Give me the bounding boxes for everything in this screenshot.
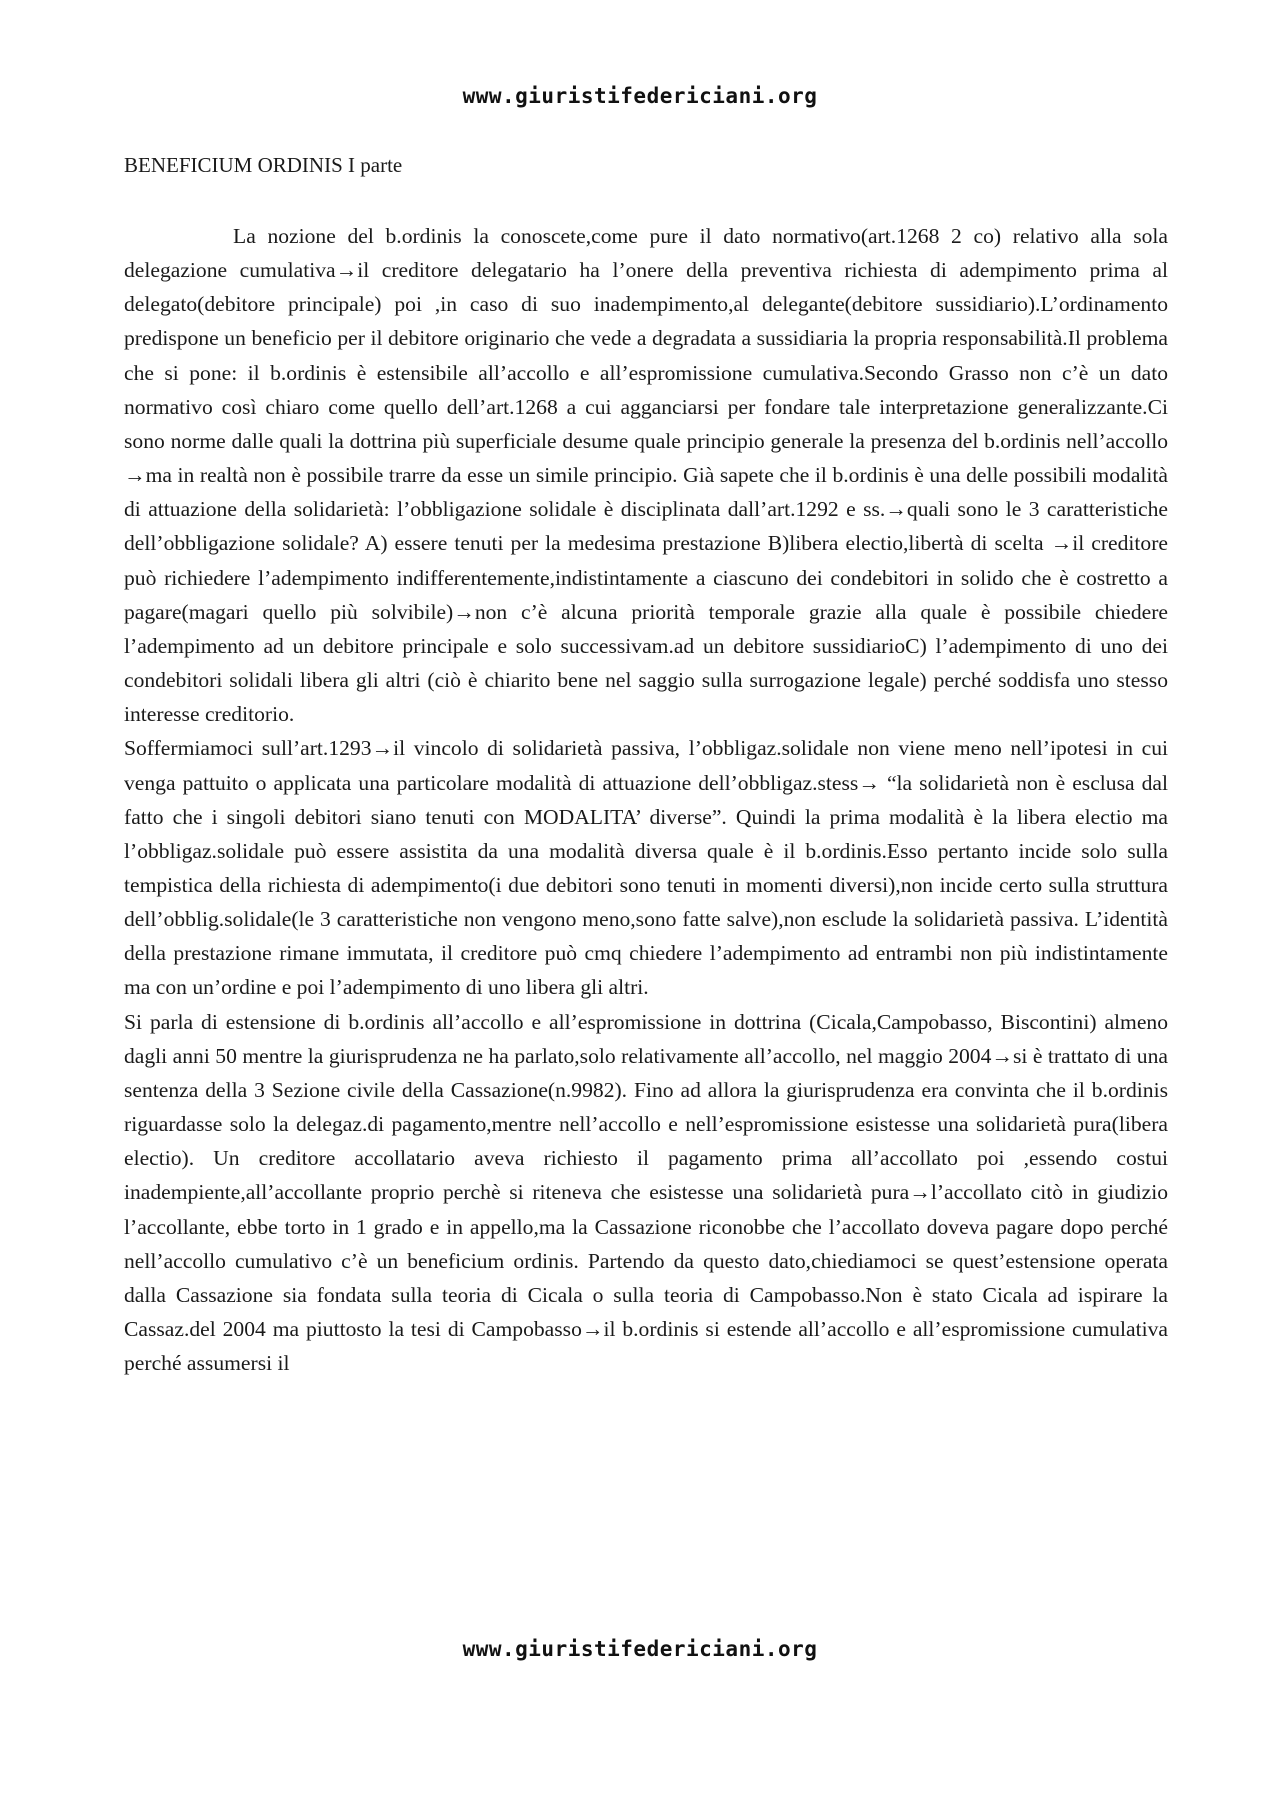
document-title: BENEFICIUM ORDINIS I parte xyxy=(124,153,403,177)
paragraph-1: La nozione del b.ordinis la conoscete,come pure il dato normativo(art.1268 2 co) relativo alla sola delegazione cumulativa→il creditore delegatario ha l’onere della preventiva richiesta di adempimento prima al delegato(debitore principale) poi ,in caso di suo inadempimento,al delegante(debitore sussidiario).L’ordinamento predispone un beneficio per il debitore originario che vede a degradata a sussidiaria la propria responsabilità.Il problema che si pone: il b.ordinis è estensibile all’accollo e all’espromissione cumulativa.Secondo Grasso non c’è un dato normativo così chiaro come quello dell’art.1268 a cui agganciarsi per fondare tale interpretazione generalizzante.Ci sono norme dalle quali la dottrina più superficiale desume quale principio generale la presenza del b.ordinis nell’accollo →ma in realtà non è possibile trarre da esse un simile principio. Già sapete che il b.ordinis è una delle possibili modalità di attuazione della solidarietà: l’obbligazione solidale è disciplinata dall’art.1292 e ss.→quali sono le 3 caratteristiche dell’obbligazione solidale? A) essere tenuti per la medesima prestazione B)libera electio,libertà di scelta →il creditore può richiedere l’adempimento indifferentemente,indistintamente a ciascuno dei condebitori in solido che è costretto a pagare(magari quello più solvibile)→non c’è alcuna priorità temporale grazie alla quale è possibile chiedere l’adempimento ad un debitore principale e solo successivam.ad un debitore sussidiarioC) l’adempimento di uno dei condebitori solidali libera gli altri (ciò è chiarito bene nel saggio sulla surrogazione legale) perché soddisfa uno stesso interesse creditorio. xyxy=(124,224,1168,727)
paragraph-2: Soffermiamoci sull’art.1293→il vincolo di solidarietà passiva, l’obbligaz.solidale non viene meno nell’ipotesi in cui venga pattuito o applicata una particolare modalità di attuazione dell’obbligaz.stess→ “la solidarietà non è esclusa dal fatto che i singoli debitori siano tenuti con MODALITA’ diverse”. Quindi la prima modalità è la libera electio ma l’obbligaz.solidale può essere assistita da una modalità diversa quale è il b.ordinis.Esso pertanto incide solo sulla tempistica della richiesta di adempimento(i due debitori sono tenuti in momenti diversi),non incide certo sulla struttura dell’obblig.solidale(le 3 caratteristiche non vengono meno,sono fatte salve),non esclude la solidarietà passiva. L’identità della prestazione rimane immutata, il creditore può cmq chiedere l’adempimento ad entrambi non più indistintamente ma con un’ordine e poi l’adempimento di uno libera gli altri. xyxy=(124,736,1168,1000)
document-body xyxy=(124,219,1168,1380)
paragraph-3: Si parla di estensione di b.ordinis all’accollo e all’espromissione in dottrina (Cicala,Campobasso, Biscontini) almeno dagli anni 50 mentre la giurisprudenza ne ha parlato,solo relativamente all’accollo, nel maggio 2004→si è trattato di una sentenza della 3 Sezione civile della Cassazione(n.9982). Fino ad allora la giurisprudenza era convinta che il b.ordinis riguardasse solo la delegaz.di pagamento,mentre nell’accollo e nell’espromissione esistesse una solidarietà pura(libera electio). Un creditore accollatario aveva richiesto il pagamento prima all’accollato poi ,essendo costui inadempiente,all’accollante proprio perchè si riteneva che esistesse una solidarietà pura→l’accollato citò in giudizio l’accollante, ebbe torto in 1 grado e in appello,ma la Cassazione riconobbe che l’accollato doveva pagare dopo perché nell’accollo cumulativo c’è un beneficium ordinis. Partendo da questo dato,chiediamoci se quest’estensione operata dalla Cassazione sia fondata sulla teoria di Cicala o sulla teoria di Campobasso.Non è stato Cicala ad ispirare la Cassaz.del 2004 ma piuttosto la tesi di Campobasso→il b.ordinis si estende all’accollo e all’espromissione cumulativa perché assumersi il xyxy=(124,1009,1168,1376)
header-site-url: www.giuristifedericiani.org xyxy=(462,84,818,108)
footer-site-url: www.giuristifedericiani.org xyxy=(462,1637,818,1661)
